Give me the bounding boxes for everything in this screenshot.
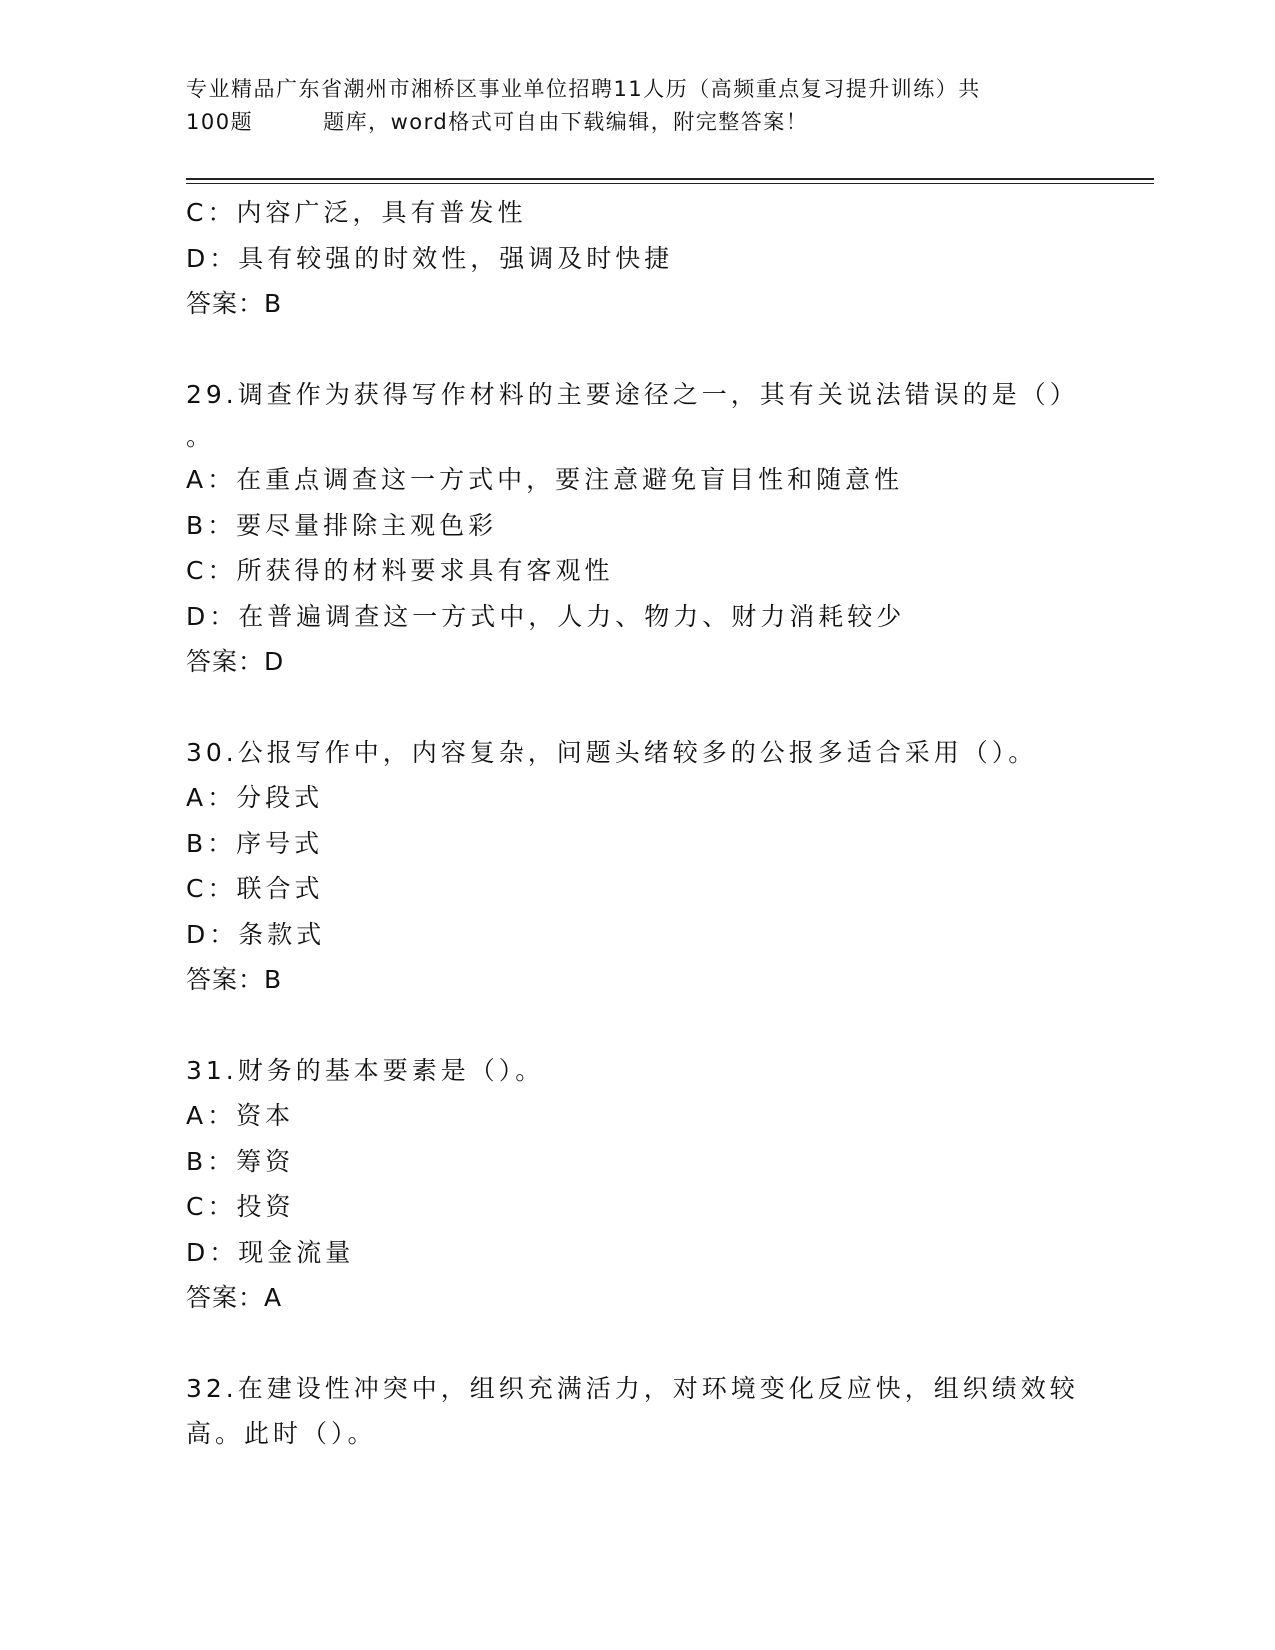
question-stem-continued: 高。此时（）。 — [186, 1419, 377, 1448]
question-block-30 — [186, 730, 1086, 1003]
question-block-31 — [186, 1048, 1086, 1321]
option-b: B：要尽量排除主观色彩 — [186, 510, 498, 540]
answer-line: 答案：A — [186, 1283, 283, 1312]
question-stem-continued: 。 — [186, 422, 216, 451]
option-a: A：分段式 — [186, 783, 324, 812]
option-c: C：投资 — [186, 1192, 295, 1221]
question-block-28-continued — [186, 190, 1086, 327]
answer-line: 答案：B — [186, 965, 283, 994]
option-d: D：具有较强的时效性，强调及时快捷 — [186, 243, 674, 273]
option-b: B：序号式 — [186, 828, 324, 858]
header-title-line1: 专业精品广东省潮州市湘桥区事业单位招聘11人历（高频重点复习提升训练）共 — [186, 77, 981, 101]
header-divider-thin — [186, 183, 1154, 184]
option-b: B：筹资 — [186, 1146, 295, 1176]
header-subtitle: 题库，word格式可自由下载编辑，附完整答案！ — [323, 110, 809, 134]
option-d: D：现金流量 — [186, 1237, 355, 1267]
question-block-32 — [186, 1366, 1086, 1457]
option-d: D：在普遍调查这一方式中，人力、物力、财力消耗较少 — [186, 601, 906, 631]
question-stem: 32.在建设性冲突中，组织充满活力，对环境变化反应快，组织绩效较 — [186, 1373, 1079, 1403]
option-c: C：所获得的材料要求具有客观性 — [186, 556, 614, 585]
page-header — [186, 73, 1086, 139]
answer-line: 答案：D — [186, 647, 285, 676]
answer-line: 答案：B — [186, 289, 283, 318]
option-a: A：在重点调查这一方式中，要注意避免盲目性和随意性 — [186, 465, 904, 494]
question-stem: 29.调查作为获得写作材料的主要途径之一，其有关说法错误的是（） — [186, 379, 1079, 409]
question-stem: 31.财务的基本要素是（）。 — [186, 1055, 545, 1085]
option-a: A：资本 — [186, 1101, 295, 1130]
option-c: C：联合式 — [186, 874, 324, 903]
option-c: C：内容广泛，具有普发性 — [186, 198, 527, 227]
header-title-line2 — [186, 106, 1086, 139]
header-count: 100题 — [186, 110, 254, 134]
question-content — [186, 190, 1086, 1457]
question-stem: 30.公报写作中，内容复杂，问题头绪较多的公报多适合采用（）。 — [186, 737, 1038, 767]
option-d: D：条款式 — [186, 919, 326, 949]
header-divider-thick — [186, 178, 1154, 180]
question-block-29 — [186, 372, 1086, 685]
